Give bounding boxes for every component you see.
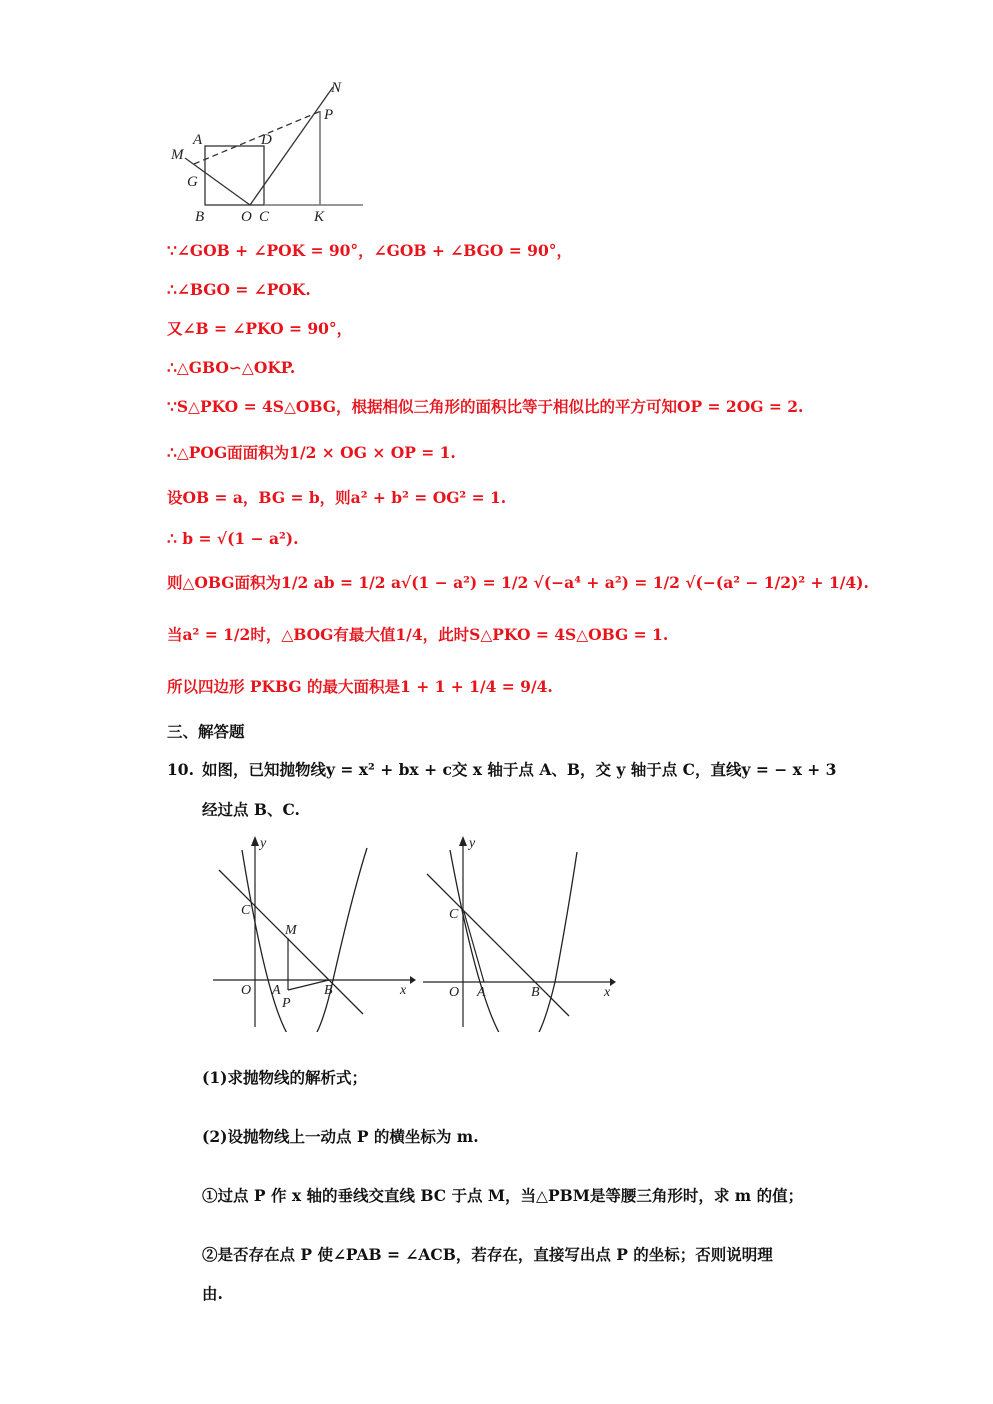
solution-line-9: 则△OBG面积为1/2 ab = 1/2 a√(1 − a²) = 1/2 √(−a⁴ + a²) = 1/2 √(−(a² − 1/2)² + 1/4). — [167, 573, 869, 592]
part-2-2: ②是否存在点 P 使∠PAB = ∠ACB，若存在，直接写出点 P 的坐标；否则说明理 — [202, 1245, 773, 1264]
svg-text:O: O — [449, 985, 460, 1000]
problem-stem-line2: 经过点 B、C. — [202, 800, 300, 819]
svg-text:x: x — [400, 983, 407, 998]
solution-line-10: 当a² = 1/2时，△BOG有最大值1/4，此时S△PKO = 4S△OBG = 1. — [167, 625, 669, 644]
solution-line-11: 所以四边形 PKBG 的最大面积是1 + 1 + 1/4 = 9/4. — [167, 677, 553, 696]
part-2-2-cont: 由. — [202, 1284, 223, 1303]
svg-text:y: y — [260, 836, 267, 851]
parabola-figure-right — [420, 832, 625, 1032]
section-title: 三、解答题 — [167, 722, 245, 741]
solution-line-4: ∴△GBO∽△OKP. — [167, 358, 296, 377]
svg-text:K: K — [314, 209, 325, 225]
solution-line-2: ∴∠BGO = ∠POK. — [167, 280, 311, 299]
svg-text:B: B — [324, 983, 333, 998]
part-1: (1)求抛物线的解析式； — [202, 1068, 367, 1087]
svg-text:P: P — [324, 107, 334, 123]
svg-text:B: B — [531, 985, 540, 1000]
svg-text:C: C — [241, 903, 251, 918]
svg-text:C: C — [449, 907, 459, 922]
svg-text:B: B — [195, 209, 205, 225]
solution-line-5: ∵S△PKO = 4S△OBG，根据相似三角形的面积比等于相似比的平方可知OP = 2OG = 2. — [167, 397, 804, 416]
svg-text:N: N — [331, 80, 342, 96]
problem-stem-line1: 如图，已知抛物线y = x² + bx + c交 x 轴于点 A、B，交 y 轴于点 C，直线y = − x + 3 — [202, 760, 837, 779]
solution-line-7: 设OB = a，BG = b，则a² + b² = OG² = 1. — [167, 488, 507, 507]
solution-line-6: ∴△POG面面积为1/2 × OG × OP = 1. — [167, 443, 456, 462]
solution-line-3: 又∠B = ∠PKO = 90°， — [167, 319, 353, 338]
part-2: (2)设抛物线上一动点 P 的横坐标为 m. — [202, 1127, 479, 1146]
svg-text:P: P — [282, 996, 291, 1011]
svg-text:M: M — [285, 923, 297, 938]
svg-text:A: A — [272, 983, 281, 998]
svg-text:A: A — [477, 985, 486, 1000]
svg-text:x: x — [604, 985, 611, 1000]
svg-text:A: A — [193, 132, 203, 148]
svg-text:G: G — [187, 174, 198, 190]
problem-number: 10. — [167, 760, 194, 779]
parabola-figure-left — [205, 832, 420, 1032]
svg-text:O: O — [241, 983, 252, 998]
part-2-1: ①过点 P 作 x 轴的垂线交直线 BC 于点 M，当△PBM是等腰三角形时，求 m 的值； — [202, 1186, 804, 1205]
solution-line-1: ∵∠GOB + ∠POK = 90°，∠GOB + ∠BGO = 90°， — [167, 241, 573, 260]
geometry-figure-square — [165, 78, 370, 228]
svg-text:D: D — [261, 132, 272, 148]
solution-line-8: ∴ b = √(1 − a²). — [167, 529, 299, 548]
svg-text:C: C — [259, 209, 270, 225]
svg-text:y: y — [469, 836, 476, 851]
svg-text:O: O — [241, 209, 252, 225]
svg-text:M: M — [171, 147, 184, 163]
